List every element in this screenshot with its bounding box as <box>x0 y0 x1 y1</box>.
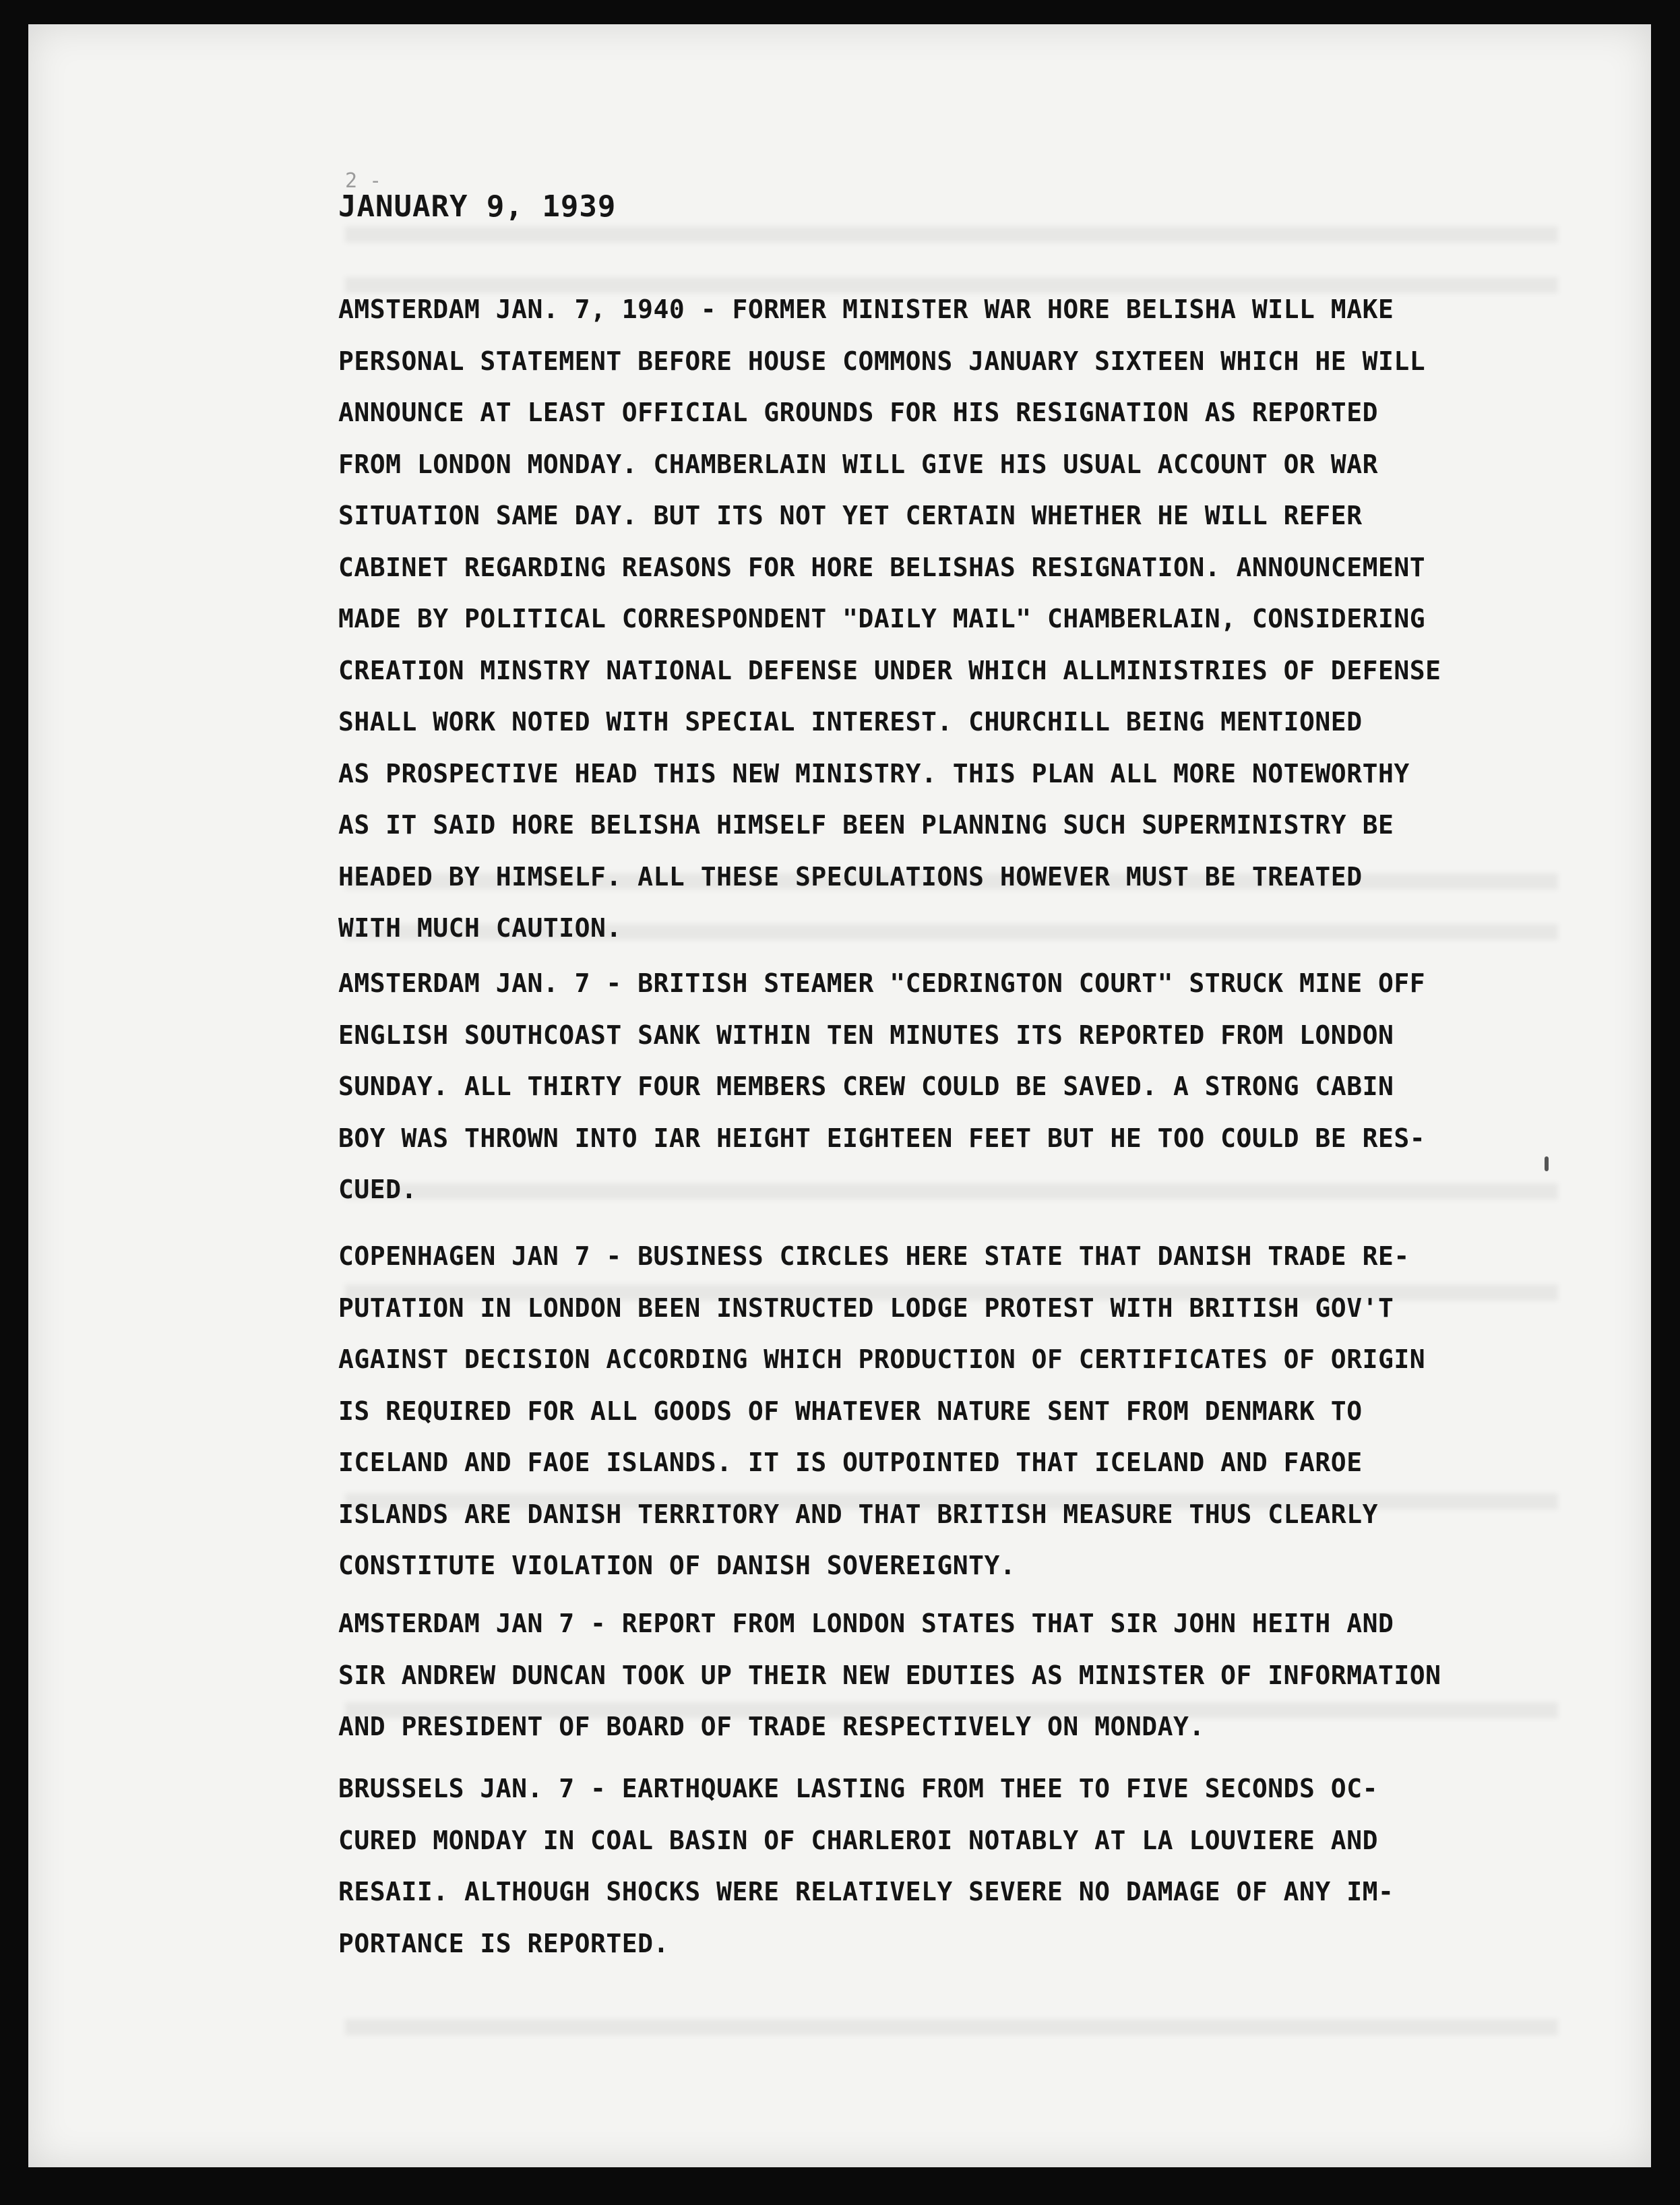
article-earthquake <box>338 1763 1394 1969</box>
article-new-ministers <box>338 1598 1441 1753</box>
document-page <box>28 24 1651 2167</box>
article-line: CURED MONDAY IN COAL BASIN OF CHARLEROI NOTABLY AT LA LOUVIERE AND <box>338 1825 1378 1855</box>
article-line: RESAII. ALTHOUGH SHOCKS WERE RELATIVELY SEVERE NO DAMAGE OF ANY IM- <box>338 1877 1394 1906</box>
article-line: ENGLISH SOUTHCOAST SANK WITHIN TEN MINUTES ITS REPORTED FROM LONDON <box>338 1020 1394 1050</box>
article-danish-trade <box>338 1231 1425 1592</box>
article-line: AMSTERDAM JAN. 7, 1940 - FORMER MINISTER WAR HORE BELISHA WILL MAKE <box>338 294 1394 324</box>
article-line: SIR ANDREW DUNCAN TOOK UP THEIR NEW EDUTIES AS MINISTER OF INFORMATION <box>338 1660 1441 1690</box>
article-line: BRUSSELS JAN. 7 - EARTHQUAKE LASTING FROM THEE TO FIVE SECONDS OC- <box>338 1774 1378 1803</box>
article-steamer-mine <box>338 958 1425 1216</box>
page-number-mark: 2 - <box>345 169 382 193</box>
article-line: SHALL WORK NOTED WITH SPECIAL INTEREST. CHURCHILL BEING MENTIONED <box>338 707 1363 737</box>
article-line: CABINET REGARDING REASONS FOR HORE BELISHAS RESIGNATION. ANNOUNCEMENT <box>338 552 1426 582</box>
article-line: ANNOUNCE AT LEAST OFFICIAL GROUNDS FOR HIS RESIGNATION AS REPORTED <box>338 398 1378 427</box>
article-line: HEADED BY HIMSELF. ALL THESE SPECULATIONS HOWEVER MUST BE TREATED <box>338 861 1363 892</box>
article-line: AS IT SAID HORE BELISHA HIMSELF BEEN PLANNING SUCH SUPERMINISTRY BE <box>338 810 1394 840</box>
article-line: MADE BY POLITICAL CORRESPONDENT "DAILY MAIL" CHAMBERLAIN, CONSIDERING <box>338 604 1426 633</box>
article-line: FROM LONDON MONDAY. CHAMBERLAIN WILL GIVE HIS USUAL ACCOUNT OR WAR <box>338 449 1378 479</box>
article-line: CONSTITUTE VIOLATION OF DANISH SOVEREIGNTY. <box>338 1551 1016 1580</box>
article-line: COPENHAGEN JAN 7 - BUSINESS CIRCLES HERE STATE THAT DANISH TRADE RE- <box>338 1241 1410 1271</box>
article-line: PORTANCE IS REPORTED. <box>338 1928 669 1958</box>
article-line: CUED. <box>338 1175 417 1204</box>
article-line: AND PRESIDENT OF BOARD OF TRADE RESPECTIVELY ON MONDAY. <box>338 1712 1205 1741</box>
article-line: WITH MUCH CAUTION. <box>338 913 622 943</box>
article-line: IS REQUIRED FOR ALL GOODS OF WHATEVER NATURE SENT FROM DENMARK TO <box>338 1396 1363 1426</box>
article-line: ICELAND AND FAOE ISLANDS. IT IS OUTPOINTED THAT ICELAND AND FAROE <box>338 1448 1363 1477</box>
article-line: AS PROSPECTIVE HEAD THIS NEW MINISTRY. THIS PLAN ALL MORE NOTEWORTHY <box>338 758 1410 788</box>
stray-ink-mark <box>1545 1156 1549 1171</box>
article-line: CREATION MINSTRY NATIONAL DEFENSE UNDER WHICH ALLMINISTRIES OF DEFENSE <box>338 655 1441 685</box>
article-line: BOY WAS THROWN INTO IAR HEIGHT EIGHTEEN FEET BUT HE TOO COULD BE RES- <box>338 1123 1426 1153</box>
article-line: AGAINST DECISION ACCORDING WHICH PRODUCTION OF CERTIFICATES OF ORIGIN <box>338 1344 1426 1374</box>
article-line: AMSTERDAM JAN 7 - REPORT FROM LONDON STATES THAT SIR JOHN HEITH AND <box>338 1609 1394 1638</box>
article-line: SUNDAY. ALL THIRTY FOUR MEMBERS CREW COULD BE SAVED. A STRONG CABIN <box>338 1072 1394 1101</box>
bleed-through-line <box>345 2019 1558 2035</box>
date-heading: JANUARY 9, 1939 <box>338 189 617 224</box>
bleed-through-line <box>345 226 1558 243</box>
article-line: ISLANDS ARE DANISH TERRITORY AND THAT BRITISH MEASURE THUS CLEARLY <box>338 1499 1378 1529</box>
article-line: PERSONAL STATEMENT BEFORE HOUSE COMMONS JANUARY SIXTEEN WHICH HE WILL <box>338 346 1426 376</box>
article-line: AMSTERDAM JAN. 7 - BRITISH STEAMER "CEDRINGTON COURT" STRUCK MINE OFF <box>338 968 1426 998</box>
article-belisha-resignation <box>338 284 1441 954</box>
article-line: SITUATION SAME DAY. BUT ITS NOT YET CERTAIN WHETHER HE WILL REFER <box>338 501 1363 530</box>
article-line: PUTATION IN LONDON BEEN INSTRUCTED LODGE PROTEST WITH BRITISH GOV'T <box>338 1293 1394 1323</box>
